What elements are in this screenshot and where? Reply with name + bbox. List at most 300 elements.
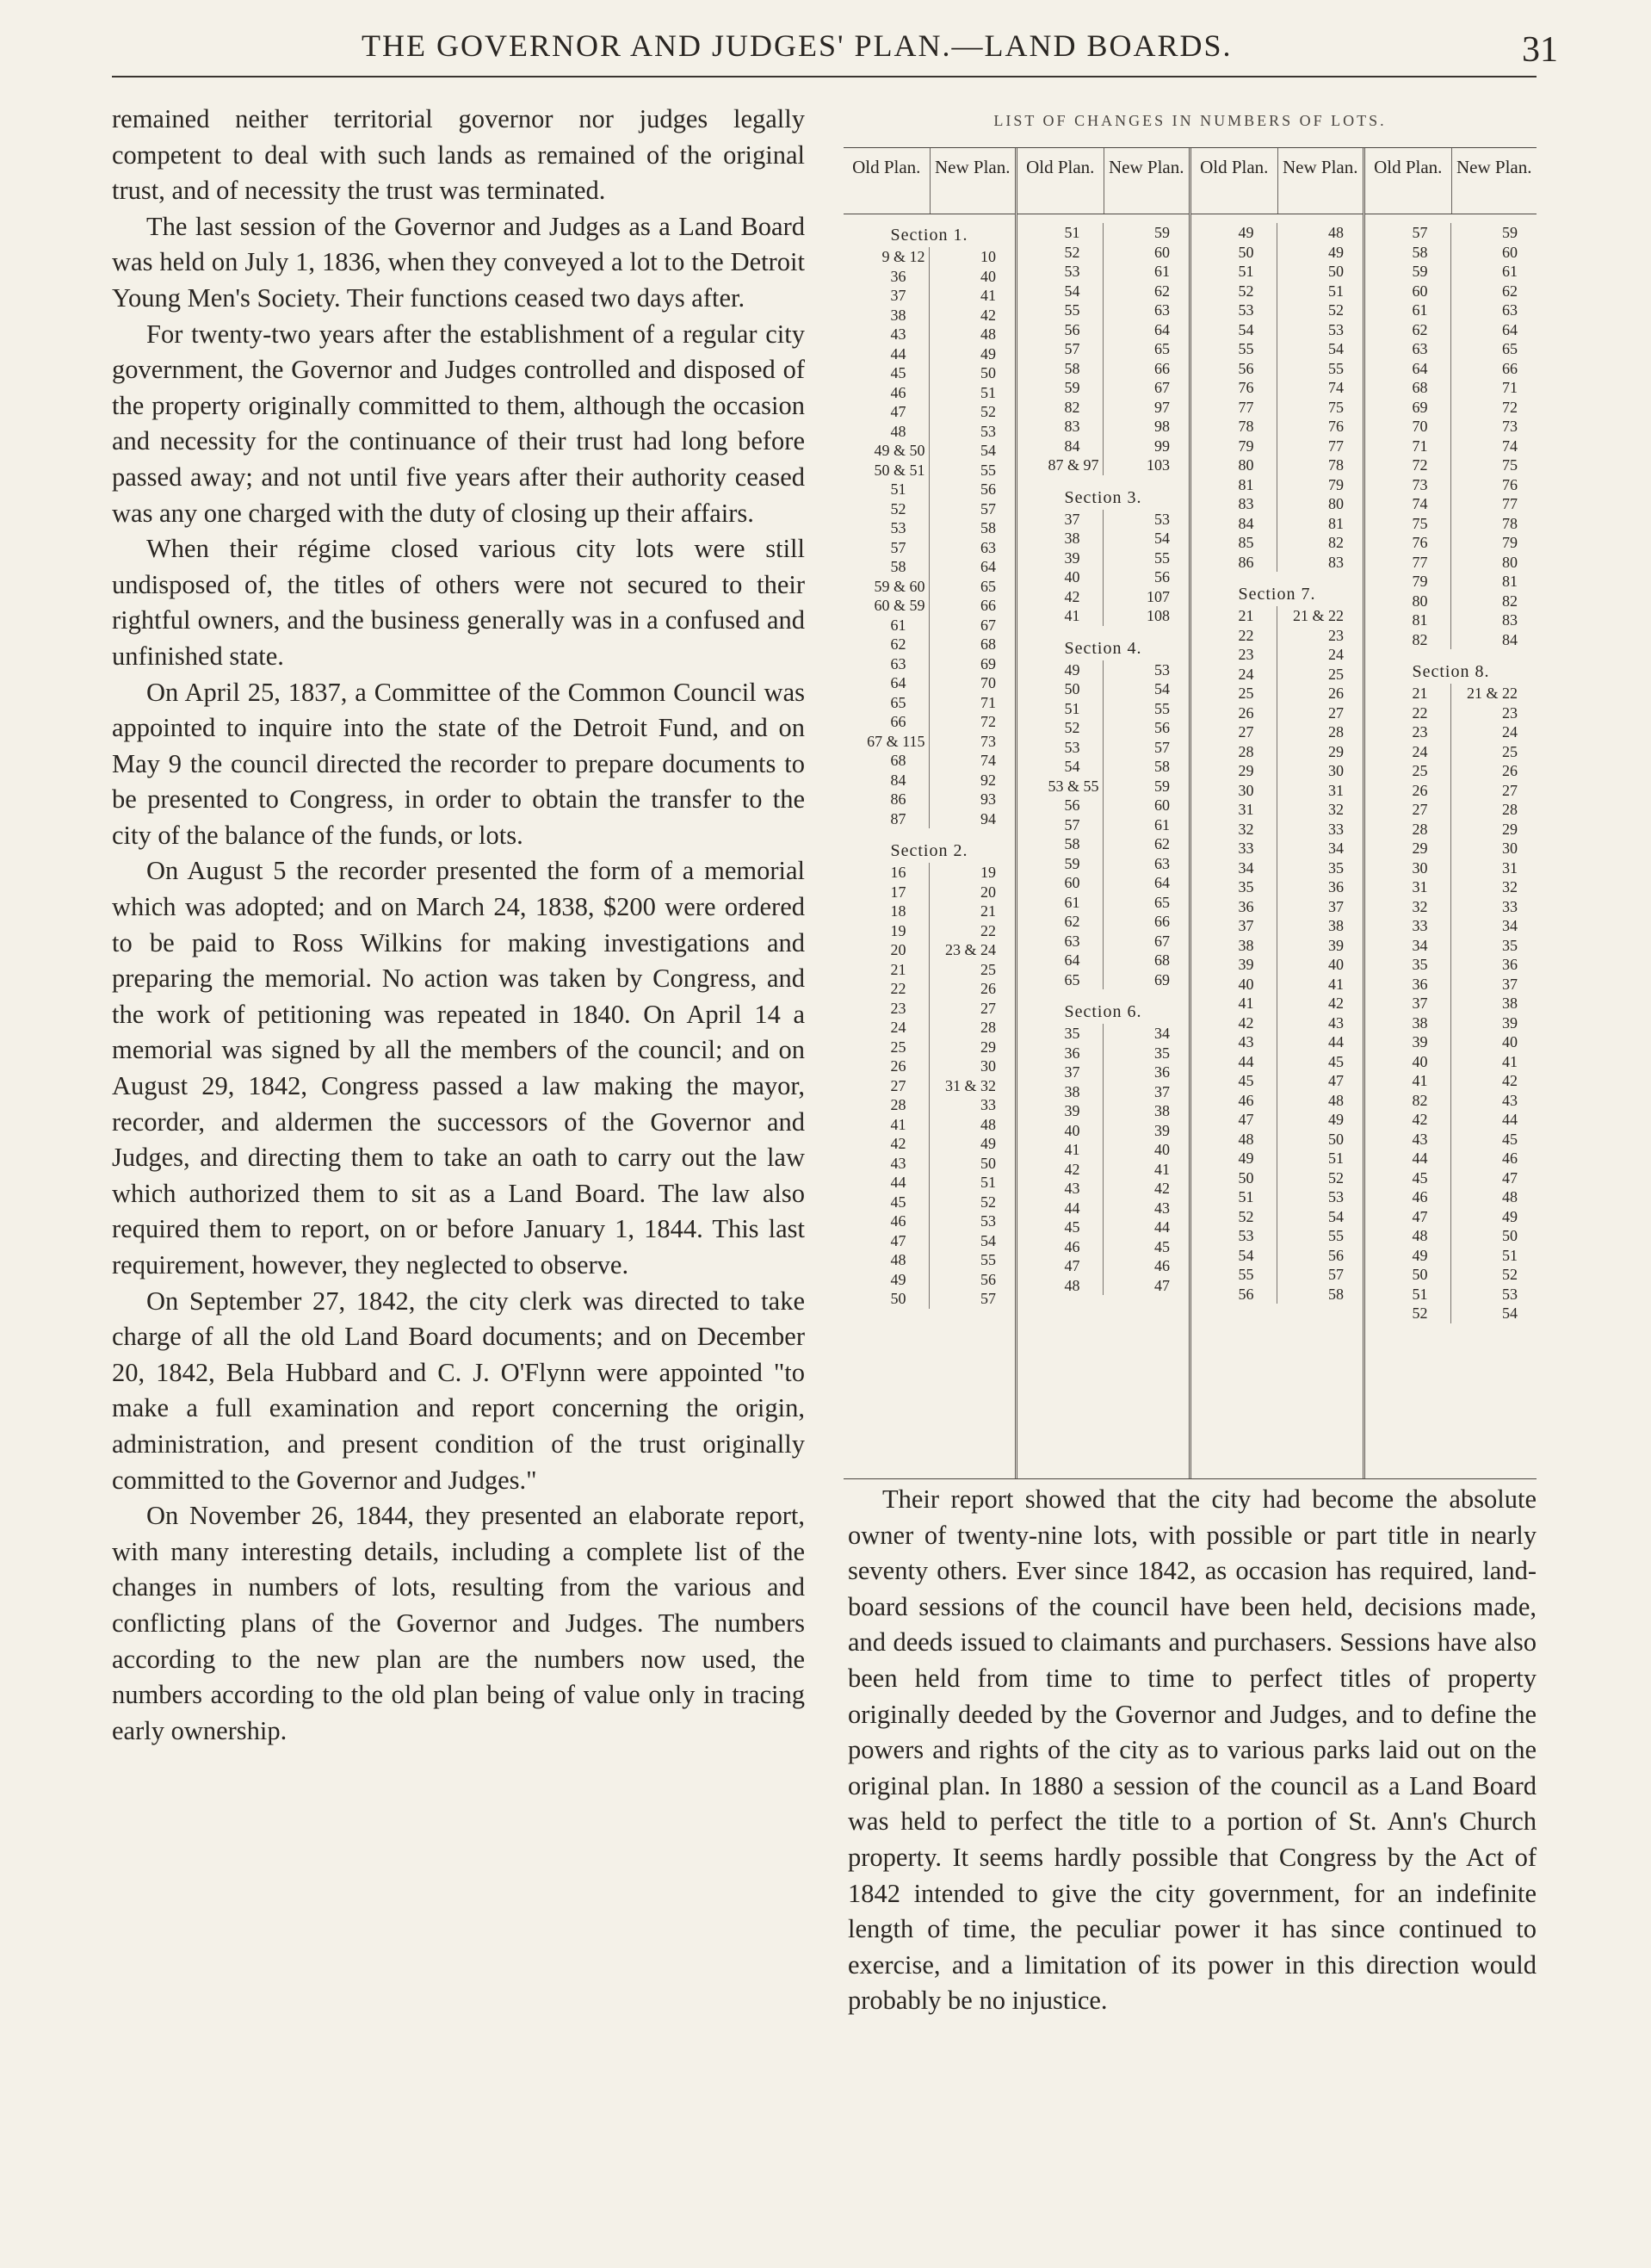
paragraph: The last session of the Governor and Judges as a Land Board was held on July 1, 1836, when they conveyed a lot to the Detroit Young Men's Society. Their functions ceased two days after. — [112, 211, 805, 313]
new-lot-number: 72 — [980, 713, 996, 730]
paragraph: On August 5 the recorder presented the form of a memorial which was adopted; and on March 24, 1838, $200 were ordered to be paid to Ross Wilkins for making investigations and preparing the memorial. No action was taken by Congress, and the work of petitioning was repeated in 1840. On April 14 a memorial was signed by all the members of the council; and on August 29, 1842, Congress passed a law making the mayor, recorder, and aldermen the successors of the Governor and Judges, and directing them to take an oath to carry out the law which authorized them to sit as a Land Board. The law also required them to report, on or before January 1, 1844. This last requirement, however, they neglected to observe. — [112, 856, 805, 1280]
old-lot-number: 43 — [1365, 1130, 1451, 1149]
new-lot-number: 23 — [1502, 703, 1518, 722]
new-lot-number: 40 — [1328, 956, 1344, 973]
table-row — [1017, 932, 1189, 951]
new-lot-number: 36 — [1502, 956, 1518, 973]
old-lot-number: 31 — [1365, 877, 1451, 897]
table-row — [1191, 1207, 1363, 1227]
new-lot-number: 26 — [1502, 762, 1518, 779]
old-lot-number: 79 — [1365, 572, 1451, 592]
old-lot-number: 52 — [1365, 1304, 1451, 1323]
old-lot-number: 25 — [1191, 684, 1277, 703]
old-lot-number: 43 — [1017, 1179, 1104, 1199]
new-lot-number: 74 — [1328, 379, 1344, 396]
old-lot-number: 47 — [1365, 1207, 1451, 1227]
old-lot-number: 41 — [844, 1115, 930, 1135]
old-lot-number: 52 — [1191, 1207, 1277, 1227]
new-lot-number: 47 — [1154, 1276, 1170, 1294]
old-lot-number: 22 — [1191, 626, 1277, 646]
new-lot-number: 75 — [1328, 398, 1344, 416]
old-lot-number: 18 — [844, 902, 930, 921]
section-heading: Section 4. — [1064, 638, 1142, 658]
old-lot-number: 49 — [1365, 1246, 1451, 1266]
table-row — [1017, 223, 1189, 243]
old-lot-number: 80 — [1191, 455, 1277, 475]
new-lot-number: 82 — [1328, 534, 1344, 551]
old-lot-number: 48 — [844, 422, 930, 442]
new-lot-number: 48 — [980, 325, 996, 343]
new-lot-number: 63 — [1502, 301, 1518, 319]
new-lot-number: 10 — [980, 248, 996, 265]
old-lot-number: 23 — [844, 999, 930, 1019]
new-lot-number: 23 — [1328, 626, 1344, 644]
old-lot-number: 44 — [1365, 1149, 1451, 1168]
table-row — [1365, 858, 1537, 878]
old-lot-number: 40 — [1191, 975, 1277, 995]
old-lot-number: 27 — [1191, 722, 1277, 742]
old-lot-number: 25 — [1365, 761, 1451, 781]
table-row — [1365, 1091, 1537, 1111]
old-lot-number: 76 — [1365, 533, 1451, 553]
old-lot-number: 54 — [1191, 1246, 1277, 1266]
table-row — [844, 979, 1015, 999]
page-number: 31 — [1522, 30, 1558, 70]
table-row — [1365, 955, 1537, 975]
lot-changes-table-wrap — [844, 112, 1537, 1479]
old-lot-number: 49 — [1191, 223, 1277, 243]
table-row — [1191, 781, 1363, 801]
table-row — [844, 441, 1015, 461]
new-lot-number: 39 — [1328, 936, 1344, 954]
new-lot-number: 66 — [980, 597, 996, 614]
new-lot-number: 65 — [1154, 340, 1170, 357]
new-lot-number: 61 — [1154, 815, 1170, 833]
new-lot-number: 77 — [1502, 495, 1518, 512]
new-lot-number: 51 — [1502, 1246, 1518, 1264]
table-row — [1365, 630, 1537, 650]
table-row — [844, 940, 1015, 960]
new-lot-number: 51 — [980, 1174, 996, 1191]
old-lot-number: 37 — [1191, 916, 1277, 936]
table-row — [844, 1115, 1015, 1135]
old-lot-number: 53 & 55 — [1017, 777, 1104, 796]
new-lot-number: 60 — [1154, 796, 1170, 814]
new-lot-number: 40 — [1154, 1141, 1170, 1158]
old-lot-number: 51 — [1191, 1187, 1277, 1207]
new-lot-number: 55 — [1154, 699, 1170, 717]
table-row — [1017, 437, 1189, 456]
table-row — [844, 422, 1015, 442]
table-row — [1191, 494, 1363, 514]
old-lot-number: 55 — [1191, 1265, 1277, 1285]
table-row — [1017, 529, 1189, 548]
table-row — [844, 1270, 1015, 1290]
running-head: THE GOVERNOR AND JUDGES' PLAN.—LAND BOARDS. — [362, 28, 1233, 63]
old-lot-number: 73 — [1365, 475, 1451, 495]
old-lot-number: 64 — [844, 673, 930, 693]
table-row — [1017, 699, 1189, 719]
old-lot-number: 34 — [1191, 858, 1277, 878]
new-lot-number: 51 — [980, 383, 996, 401]
table-row — [1017, 815, 1189, 835]
new-lot-number: 54 — [1502, 1304, 1518, 1322]
old-lot-number: 32 — [1365, 897, 1451, 917]
new-lot-number: 46 — [1154, 1257, 1170, 1274]
new-lot-number: 48 — [1502, 1188, 1518, 1205]
new-lot-number: 45 — [1502, 1130, 1518, 1148]
new-lot-number: 54 — [980, 442, 996, 459]
new-lot-number: 55 — [1328, 359, 1344, 377]
table-row — [1191, 320, 1363, 340]
table-row — [1365, 417, 1537, 437]
table-row — [1365, 455, 1537, 475]
old-lot-number: 35 — [1191, 877, 1277, 897]
new-lot-number: 61 — [1154, 263, 1170, 280]
table-row — [844, 1250, 1015, 1270]
table-row — [1191, 1110, 1363, 1130]
new-lot-number: 33 — [1502, 897, 1518, 915]
section-heading: Section 1. — [890, 226, 968, 245]
table-row — [1365, 1149, 1537, 1168]
table-row — [844, 616, 1015, 635]
new-lot-number: 49 — [1328, 243, 1344, 261]
table-row — [1017, 510, 1189, 530]
table-row — [1017, 398, 1189, 418]
new-lot-number: 38 — [1154, 1102, 1170, 1119]
new-lot-number: 79 — [1328, 475, 1344, 493]
new-lot-number: 62 — [1154, 835, 1170, 852]
table-row — [844, 1057, 1015, 1076]
new-lot-number: 48 — [1328, 1091, 1344, 1109]
old-lot-number: 50 — [1191, 1168, 1277, 1188]
paragraph: On November 26, 1844, they presented an elaborate report, with many interesting details, including a complete list of the changes in numbers of lots, resulting from the various and conflicting plans of the Governor and Judges. The numbers according to the new plan are the numbers now used, the numbers according to the old plan being of value only in tracing early ownership. — [112, 1501, 805, 1745]
table-row — [1017, 718, 1189, 738]
old-lot-number: 58 — [844, 557, 930, 577]
old-lot-number: 36 — [1191, 897, 1277, 917]
new-lot-number: 26 — [1328, 685, 1344, 702]
new-lot-number: 35 — [1328, 858, 1344, 877]
table-row — [1365, 1304, 1537, 1323]
new-lot-number: 48 — [1328, 224, 1344, 241]
new-lot-number: 78 — [1502, 514, 1518, 532]
table-row — [1017, 417, 1189, 437]
table-row — [1365, 1071, 1537, 1091]
old-lot-number: 40 — [1017, 1121, 1104, 1141]
new-lot-number: 61 — [1502, 263, 1518, 280]
column-group-body — [1017, 214, 1189, 1478]
old-lot-number: 39 — [1365, 1032, 1451, 1052]
new-lot-number: 49 — [980, 344, 996, 363]
old-lot-number: 87 — [844, 809, 930, 829]
old-lot-number: 72 — [1365, 455, 1451, 475]
table-row — [844, 538, 1015, 558]
old-lot-number: 29 — [1191, 761, 1277, 781]
table-row — [844, 712, 1015, 732]
old-lot-number: 56 — [1017, 320, 1104, 340]
new-lot-number: 49 — [980, 1135, 996, 1152]
new-lot-number: 74 — [980, 752, 996, 769]
old-lot-number: 71 — [1365, 437, 1451, 456]
new-lot-number: 67 — [1154, 379, 1170, 396]
old-lot-number: 84 — [1017, 437, 1104, 456]
old-lot-number: 54 — [1191, 320, 1277, 340]
table-row — [844, 596, 1015, 616]
new-lot-number: 83 — [1328, 553, 1344, 571]
table-row — [1191, 243, 1363, 263]
old-lot-number: 52 — [1017, 718, 1104, 738]
table-row — [1017, 282, 1189, 301]
new-lot-number: 56 — [980, 1270, 996, 1288]
new-lot-number: 42 — [980, 306, 996, 324]
table-row — [844, 306, 1015, 325]
new-lot-number: 47 — [1502, 1168, 1518, 1187]
new-lot-number: 52 — [1328, 301, 1344, 319]
table-row — [1017, 378, 1189, 398]
new-lot-number: 70 — [980, 674, 996, 691]
old-lot-number: 23 — [1365, 722, 1451, 742]
old-lot-number: 52 — [844, 499, 930, 519]
new-lot-number: 42 — [1502, 1072, 1518, 1089]
old-lot-number: 60 — [1365, 282, 1451, 301]
new-lot-number: 43 — [1502, 1091, 1518, 1109]
new-lot-number: 30 — [980, 1057, 996, 1075]
old-lot-number: 77 — [1365, 553, 1451, 573]
old-lot-number: 52 — [1191, 282, 1277, 301]
old-lot-number: 63 — [844, 654, 930, 674]
new-lot-number: 63 — [1154, 854, 1170, 872]
table-row — [1191, 916, 1363, 936]
old-lot-number: 75 — [1365, 514, 1451, 534]
new-lot-number: 64 — [1154, 874, 1170, 891]
old-lot-number: 68 — [844, 751, 930, 771]
table-row — [844, 1231, 1015, 1251]
table-row — [1191, 1246, 1363, 1266]
table-row — [844, 790, 1015, 809]
old-lot-number: 81 — [1365, 610, 1451, 630]
table-row — [844, 673, 1015, 693]
old-lot-number: 77 — [1191, 398, 1277, 418]
old-plan-header: Old Plan. — [1026, 157, 1095, 177]
old-lot-number: 61 — [1365, 301, 1451, 320]
old-lot-number: 66 — [844, 712, 930, 732]
old-lot-number: 50 & 51 — [844, 461, 930, 480]
new-lot-number: 31 — [1502, 858, 1518, 877]
column-group-body — [1365, 214, 1537, 1478]
old-lot-number: 42 — [844, 1134, 930, 1154]
paragraph: For twenty-two years after the establishment of a regular city government, the Governor and Judges controlled and disposed of the property originally committed to them, although the occasion and necessity for the continuance of their trust had long before passed away; and not until five years after their authority ceased was any one charged with the duty of closing up their affairs. — [112, 319, 805, 528]
old-lot-number: 23 — [1191, 645, 1277, 665]
old-lot-number: 22 — [1365, 703, 1451, 723]
table-row — [1365, 610, 1537, 630]
table-row — [844, 383, 1015, 403]
section-heading: Section 2. — [890, 841, 968, 860]
new-lot-number: 27 — [1502, 781, 1518, 799]
old-lot-number: 37 — [1017, 1063, 1104, 1082]
new-lot-number: 44 — [1502, 1111, 1518, 1128]
table-row — [1191, 282, 1363, 301]
new-lot-number: 69 — [1154, 970, 1170, 988]
new-lot-number: 33 — [980, 1096, 996, 1113]
table-row — [1017, 912, 1189, 932]
table-row — [1017, 587, 1189, 607]
old-lot-number: 36 — [1365, 975, 1451, 995]
table-row — [1017, 970, 1189, 990]
table-row — [1017, 834, 1189, 854]
table-row — [1191, 1130, 1363, 1149]
new-lot-number: 63 — [1154, 301, 1170, 319]
old-lot-number: 48 — [1191, 1130, 1277, 1149]
paragraph: When their régime closed various city lots were still undisposed of, the titles of others were not secured to their rightful owners, and the business generally was in a confused and unfinished state. — [112, 534, 805, 671]
old-lot-number: 28 — [1191, 742, 1277, 762]
table-row — [1365, 301, 1537, 320]
old-lot-number: 76 — [1191, 378, 1277, 398]
new-lot-number: 30 — [1328, 762, 1344, 779]
table-row — [1191, 378, 1363, 398]
old-lot-number: 31 — [1191, 800, 1277, 820]
old-lot-number: 47 — [1017, 1256, 1104, 1276]
new-lot-number: 35 — [1502, 936, 1518, 954]
old-lot-number: 33 — [1191, 839, 1277, 858]
table-row — [844, 247, 1015, 267]
new-lot-number: 64 — [980, 558, 996, 575]
new-lot-number: 50 — [1328, 1130, 1344, 1148]
old-lot-number: 49 — [1017, 660, 1104, 680]
new-lot-number: 31 — [1328, 781, 1344, 799]
old-lot-number: 58 — [1365, 243, 1451, 263]
table-row — [1365, 1110, 1537, 1130]
new-lot-number: 72 — [1502, 398, 1518, 416]
old-lot-number: 28 — [844, 1095, 930, 1115]
table-row — [1191, 1187, 1363, 1207]
table-row — [1365, 1207, 1537, 1227]
table-row — [1191, 684, 1363, 703]
new-lot-number: 21 — [980, 902, 996, 920]
table-row — [844, 518, 1015, 538]
table-row — [1191, 1071, 1363, 1091]
old-lot-number: 84 — [844, 771, 930, 790]
new-lot-number: 60 — [1502, 243, 1518, 261]
table-row — [1191, 626, 1363, 646]
new-lot-number: 71 — [980, 693, 996, 711]
old-lot-number: 53 — [1191, 1226, 1277, 1246]
old-lot-number: 17 — [844, 883, 930, 902]
new-lot-number: 29 — [1328, 742, 1344, 760]
old-lot-number: 67 & 115 — [844, 732, 930, 752]
table-row — [1365, 820, 1537, 840]
new-lot-number: 66 — [1154, 913, 1170, 930]
new-lot-number: 27 — [1328, 703, 1344, 722]
new-lot-number: 28 — [1328, 723, 1344, 741]
new-lot-number: 55 — [980, 1251, 996, 1268]
new-lot-number: 75 — [1502, 456, 1518, 474]
new-lot-number: 93 — [980, 790, 996, 808]
new-lot-number: 29 — [980, 1038, 996, 1056]
table-row — [1365, 262, 1537, 282]
table-row — [844, 1076, 1015, 1096]
new-lot-number: 52 — [980, 403, 996, 420]
new-lot-number: 21 & 22 — [1466, 685, 1518, 702]
new-lot-number: 97 — [1154, 398, 1170, 416]
new-lot-number: 53 — [1328, 1188, 1344, 1205]
table-row — [844, 577, 1015, 597]
table-row — [1017, 567, 1189, 587]
new-lot-number: 50 — [980, 1154, 996, 1172]
new-lot-number: 103 — [1147, 456, 1170, 474]
new-lot-number: 50 — [1502, 1227, 1518, 1244]
old-lot-number: 59 — [1017, 378, 1104, 398]
new-lot-number: 56 — [1328, 1246, 1344, 1264]
left-column — [112, 102, 805, 1749]
new-lot-number: 34 — [1328, 840, 1344, 857]
table-row — [1365, 494, 1537, 514]
old-lot-number: 80 — [1365, 592, 1451, 611]
table-row — [1365, 800, 1537, 820]
old-lot-number: 58 — [1017, 834, 1104, 854]
table-row — [1017, 1256, 1189, 1276]
table-row — [1191, 1149, 1363, 1168]
new-lot-number: 33 — [1328, 820, 1344, 838]
new-lot-number: 52 — [1502, 1266, 1518, 1283]
old-lot-number: 26 — [1191, 703, 1277, 723]
old-lot-number: 47 — [1191, 1110, 1277, 1130]
old-lot-number: 26 — [1365, 781, 1451, 801]
new-lot-number: 37 — [1154, 1082, 1170, 1100]
new-lot-number: 44 — [1328, 1033, 1344, 1050]
old-lot-number: 21 — [1365, 684, 1451, 703]
new-lot-number: 35 — [1154, 1044, 1170, 1062]
new-lot-number: 42 — [1328, 995, 1344, 1012]
new-lot-number: 74 — [1502, 437, 1518, 455]
old-lot-number: 43 — [844, 1154, 930, 1174]
old-lot-number: 56 — [1191, 1285, 1277, 1304]
old-lot-number: 51 — [1017, 699, 1104, 719]
table-row — [1191, 359, 1363, 379]
new-lot-number: 64 — [1502, 320, 1518, 338]
old-lot-number: 45 — [844, 363, 930, 383]
table-row — [1191, 820, 1363, 840]
new-lot-number: 56 — [980, 480, 996, 498]
new-lot-number: 30 — [1502, 840, 1518, 857]
old-lot-number: 48 — [844, 1250, 930, 1270]
old-lot-number: 83 — [1191, 494, 1277, 514]
old-lot-number: 59 — [1365, 262, 1451, 282]
table-row — [1017, 1063, 1189, 1082]
old-lot-number: 36 — [1017, 1044, 1104, 1063]
old-lot-number: 62 — [1017, 912, 1104, 932]
new-lot-number: 28 — [980, 1019, 996, 1036]
table-row — [844, 751, 1015, 771]
table-row — [844, 325, 1015, 344]
old-lot-number: 54 — [1017, 282, 1104, 301]
table-row — [1191, 301, 1363, 320]
table-row — [844, 654, 1015, 674]
old-lot-number: 57 — [844, 538, 930, 558]
new-lot-number: 56 — [1154, 719, 1170, 736]
new-lot-number: 41 — [1328, 975, 1344, 993]
new-lot-number: 83 — [1502, 611, 1518, 629]
table-row — [1365, 684, 1537, 703]
old-lot-number: 44 — [844, 344, 930, 364]
old-lot-number: 26 — [844, 1057, 930, 1076]
table-row — [1017, 796, 1189, 815]
new-lot-number: 76 — [1502, 475, 1518, 493]
table-row — [1365, 223, 1537, 243]
old-lot-number: 54 — [1017, 757, 1104, 777]
table-row — [1017, 893, 1189, 913]
new-lot-number: 57 — [1154, 738, 1170, 756]
column-headers — [1365, 148, 1537, 214]
